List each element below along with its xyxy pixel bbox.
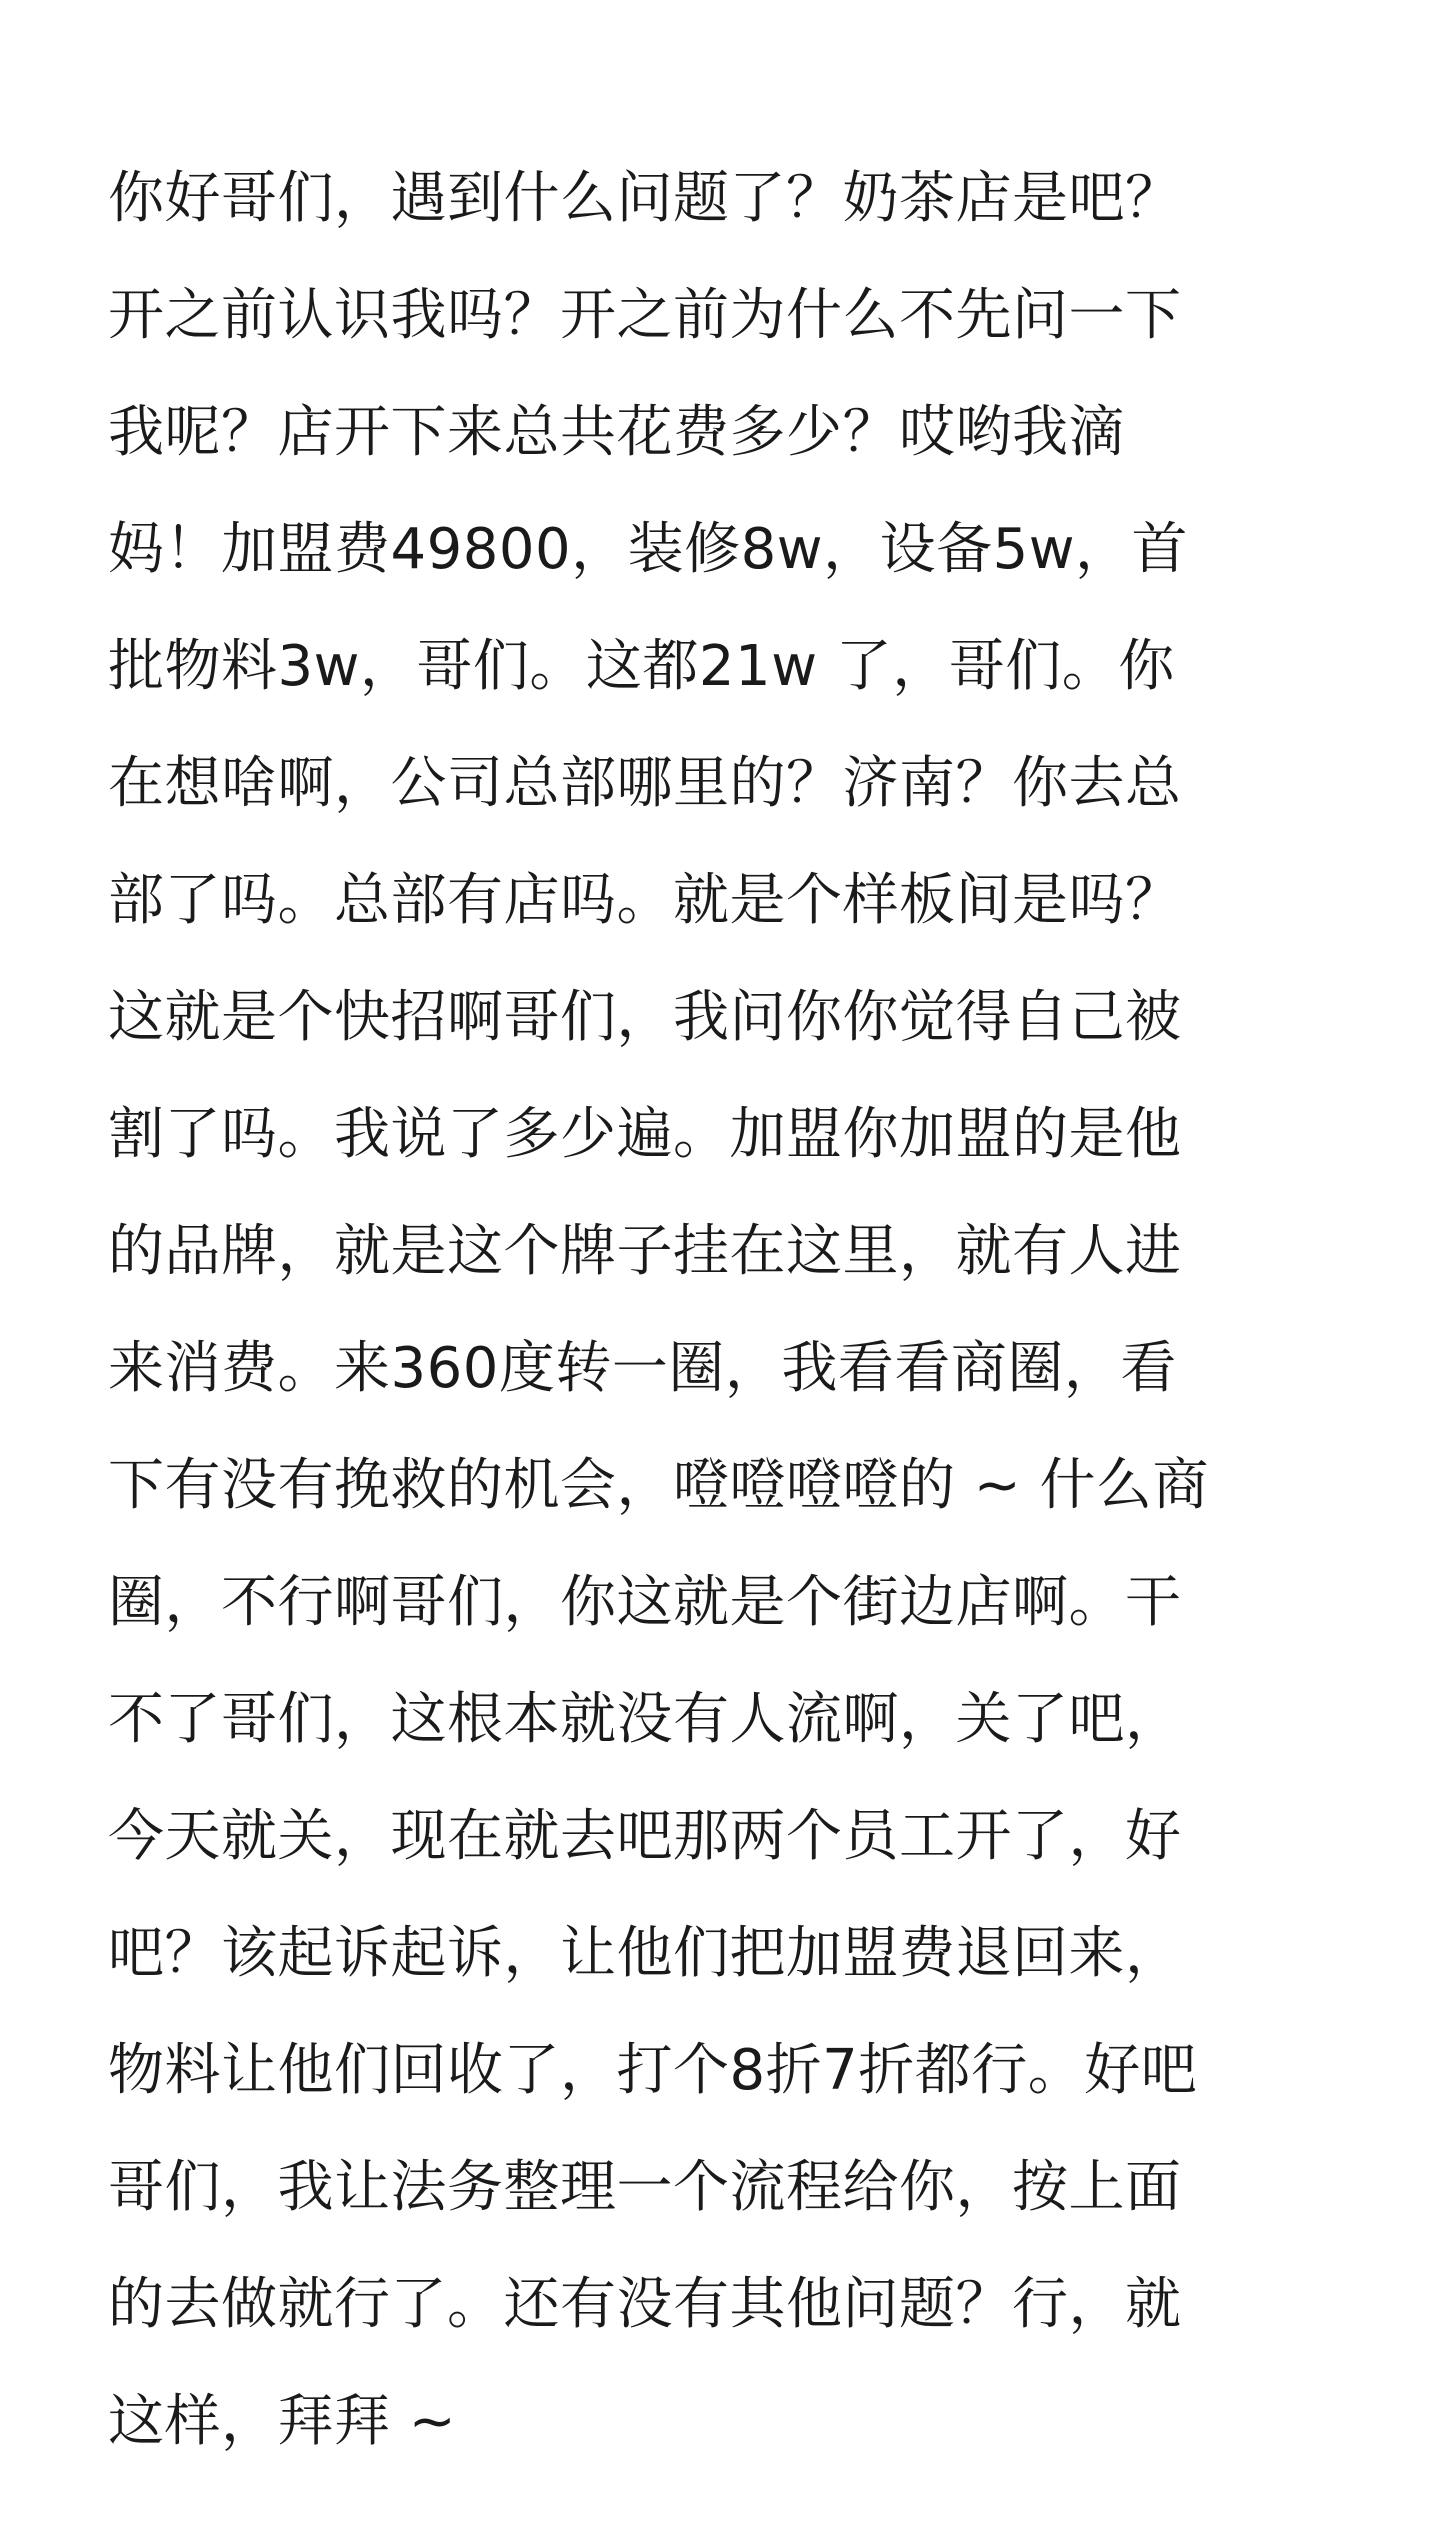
text-line: 的去做就行了。还有没有其他问题？行，就 [108, 2272, 1182, 2337]
post-body-text [108, 140, 1348, 2480]
text-line: 割了吗。我说了多少遍。加盟你加盟的是他 [108, 1102, 1182, 1167]
text-line: 部了吗。总部有店吗。就是个样板间是吗？ [108, 868, 1182, 933]
text-line: 来消费。来360度转一圈，我看看商圈，看 [108, 1336, 1177, 1401]
text-line: 这样，拜拜 ~ [108, 2389, 457, 2454]
text-line: 吧？该起诉起诉，让他们把加盟费退回来， [108, 1921, 1182, 1986]
text-line: 的品牌，就是这个牌子挂在这里，就有人进 [108, 1219, 1182, 1284]
text-line: 我呢？店开下来总共花费多少？哎哟我滴 [108, 400, 1125, 465]
text-line: 批物料3w，哥们。这都21w 了，哥们。你 [108, 634, 1175, 699]
text-line: 今天就关，现在就去吧那两个员工开了，好 [108, 1804, 1182, 1869]
text-line: 开之前认识我吗？开之前为什么不先问一下 [108, 283, 1182, 348]
text-line: 这就是个快招啊哥们，我问你你觉得自己被 [108, 985, 1182, 1050]
text-line: 物料让他们回收了，打个8折7折都行。好吧 [108, 2038, 1198, 2103]
text-line: 圈，不行啊哥们，你这就是个街边店啊。干 [108, 1570, 1182, 1635]
text-line: 哥们，我让法务整理一个流程给你，按上面 [108, 2155, 1182, 2220]
text-line: 妈！加盟费49800，装修8w，设备5w，首 [108, 517, 1189, 582]
text-line: 下有没有挽救的机会，噔噔噔噔的 ~ 什么商 [108, 1453, 1210, 1518]
text-line: 在想啥啊，公司总部哪里的？济南？你去总 [108, 751, 1182, 816]
text-line: 你好哥们，遇到什么问题了？奶茶店是吧？ [108, 166, 1182, 231]
text-line: 不了哥们，这根本就没有人流啊，关了吧， [108, 1687, 1182, 1752]
